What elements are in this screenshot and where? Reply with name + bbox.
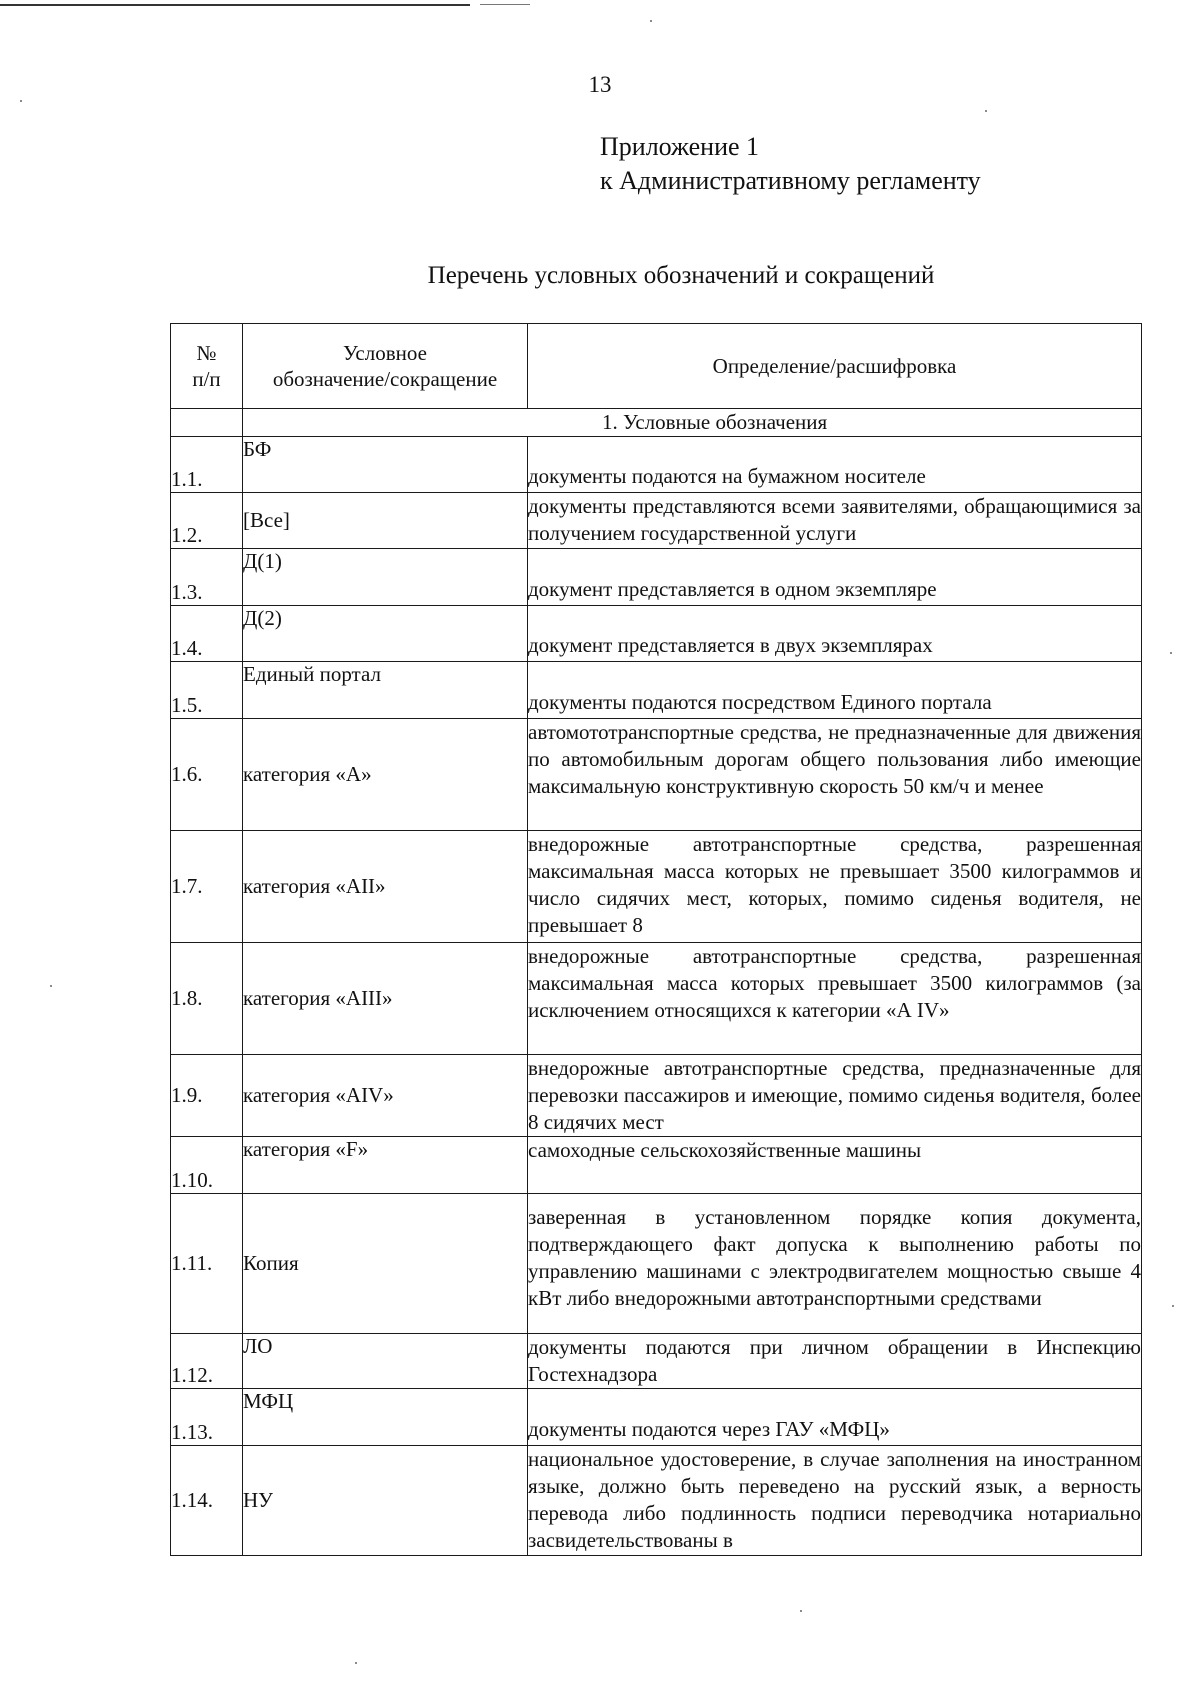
row-definition: документы подаются через ГАУ «МФЦ» (528, 1389, 1142, 1446)
table-row (171, 493, 1142, 549)
row-definition: автомототранспортные средства, не предназначенные для движения по автомобильным дорогам общего пользования либо имеющие максимальную конструктивную скорость 50 км/ч и менее (528, 719, 1142, 831)
row-definition: внедорожные автотранспортные средства, разрешенная максимальная масса которых не превышает 3500 килограммов и число сидячих мест, которых, помимо сиденья водителя, не превышает 8 (528, 831, 1142, 943)
table-row (171, 831, 1142, 943)
row-abbreviation: категория «А» (243, 719, 528, 831)
appendix-header (600, 130, 981, 198)
row-definition: заверенная в установленном порядке копия документа, подтверждающего факт допуска к выполнению работы по управлению машинами с электродвигателем мощностью свыше 4 кВт либо внедорожными автотранспортными средствами (528, 1194, 1142, 1334)
scan-artifact-line (480, 4, 530, 5)
row-abbreviation: категория «AIII» (243, 943, 528, 1055)
row-number: 1.2. (171, 493, 243, 549)
row-abbreviation: МФЦ (243, 1389, 528, 1446)
row-abbreviation: Единый портал (243, 662, 528, 719)
scan-speck (800, 1610, 802, 1612)
row-definition: самоходные сельскохозяйственные машины (528, 1137, 1142, 1194)
table-row (171, 549, 1142, 606)
row-number: 1.14. (171, 1446, 243, 1556)
row-number: 1.4. (171, 606, 243, 662)
header-def: Определение/расшифровка (528, 324, 1142, 409)
row-definition: внедорожные автотранспортные средства, предназначенные для перевозки пассажиров и имеющие, помимо сиденья водителя, более 8 сидячих мест (528, 1055, 1142, 1137)
scan-speck (50, 985, 52, 987)
row-definition: документы подаются на бумажном носителе (528, 437, 1142, 493)
row-definition: документы представляются всеми заявителями, обращающимися за получением государственной услуги (528, 493, 1142, 549)
row-number: 1.12. (171, 1334, 243, 1389)
table-row (171, 1389, 1142, 1446)
scan-speck (1172, 1305, 1174, 1307)
abbreviations-table (170, 323, 1142, 1556)
section-row (171, 409, 1142, 437)
table-row (171, 1055, 1142, 1137)
row-definition-text: национальное удостоверение, в случае заполнения на иностранном языке, должно быть переведено на русский язык, а верность перевода либо подлинность подписи переводчика нотариально засвидетельствованы в (528, 1447, 1141, 1552)
row-abbreviation: БФ (243, 437, 528, 493)
row-definition: документы подаются посредством Единого портала (528, 662, 1142, 719)
row-abbreviation: НУ (243, 1446, 528, 1556)
row-definition (528, 1446, 1142, 1556)
scan-speck (355, 1662, 357, 1664)
row-abbreviation: категория «F» (243, 1137, 528, 1194)
row-abbreviation: категория «AIV» (243, 1055, 528, 1137)
table-row (171, 437, 1142, 493)
table-header-row (171, 324, 1142, 409)
table-row (171, 943, 1142, 1055)
table-row (171, 719, 1142, 831)
row-abbreviation: ЛО (243, 1334, 528, 1389)
appendix-line-2: к Административному регламенту (600, 166, 981, 195)
row-number: 1.10. (171, 1137, 243, 1194)
row-definition: документ представляется в двух экземплярах (528, 606, 1142, 662)
row-abbreviation: Копия (243, 1194, 528, 1334)
header-abbr: Условное обозначение/сокращение (243, 324, 528, 409)
row-definition: внедорожные автотранспортные средства, разрешенная максимальная масса которых превышает 3500 килограммов (за исключением относящихся к категории «А IV» (528, 943, 1142, 1055)
table-row (171, 606, 1142, 662)
scan-speck (1170, 652, 1172, 654)
row-number: 1.13. (171, 1389, 243, 1446)
row-number: 1.1. (171, 437, 243, 493)
scan-speck (20, 100, 22, 102)
row-abbreviation: Д(1) (243, 549, 528, 606)
scan-speck (650, 20, 652, 22)
table-row (171, 1137, 1142, 1194)
scan-speck (985, 110, 987, 112)
row-abbreviation: категория «AII» (243, 831, 528, 943)
table-row (171, 1334, 1142, 1389)
row-definition: документы подаются при личном обращении в Инспекцию Гостехнадзора (528, 1334, 1142, 1389)
scan-artifact-line (0, 4, 470, 6)
row-number: 1.7. (171, 831, 243, 943)
appendix-line-1: Приложение 1 (600, 132, 760, 161)
table-row (171, 1446, 1142, 1556)
document-title: Перечень условных обозначений и сокращений (427, 262, 935, 289)
row-definition: документ представляется в одном экземпляре (528, 549, 1142, 606)
row-number: 1.6. (171, 719, 243, 831)
table-row (171, 1194, 1142, 1334)
section-title: 1. Условные обозначения (243, 409, 1142, 437)
table-row (171, 662, 1142, 719)
row-number: 1.11. (171, 1194, 243, 1334)
row-number: 1.9. (171, 1055, 243, 1137)
row-abbreviation: [Все] (243, 493, 528, 549)
page-number: 13 (588, 72, 612, 97)
row-number: 1.8. (171, 943, 243, 1055)
row-number: 1.5. (171, 662, 243, 719)
header-num: № п/п (171, 324, 243, 409)
row-number: 1.3. (171, 549, 243, 606)
row-abbreviation: Д(2) (243, 606, 528, 662)
